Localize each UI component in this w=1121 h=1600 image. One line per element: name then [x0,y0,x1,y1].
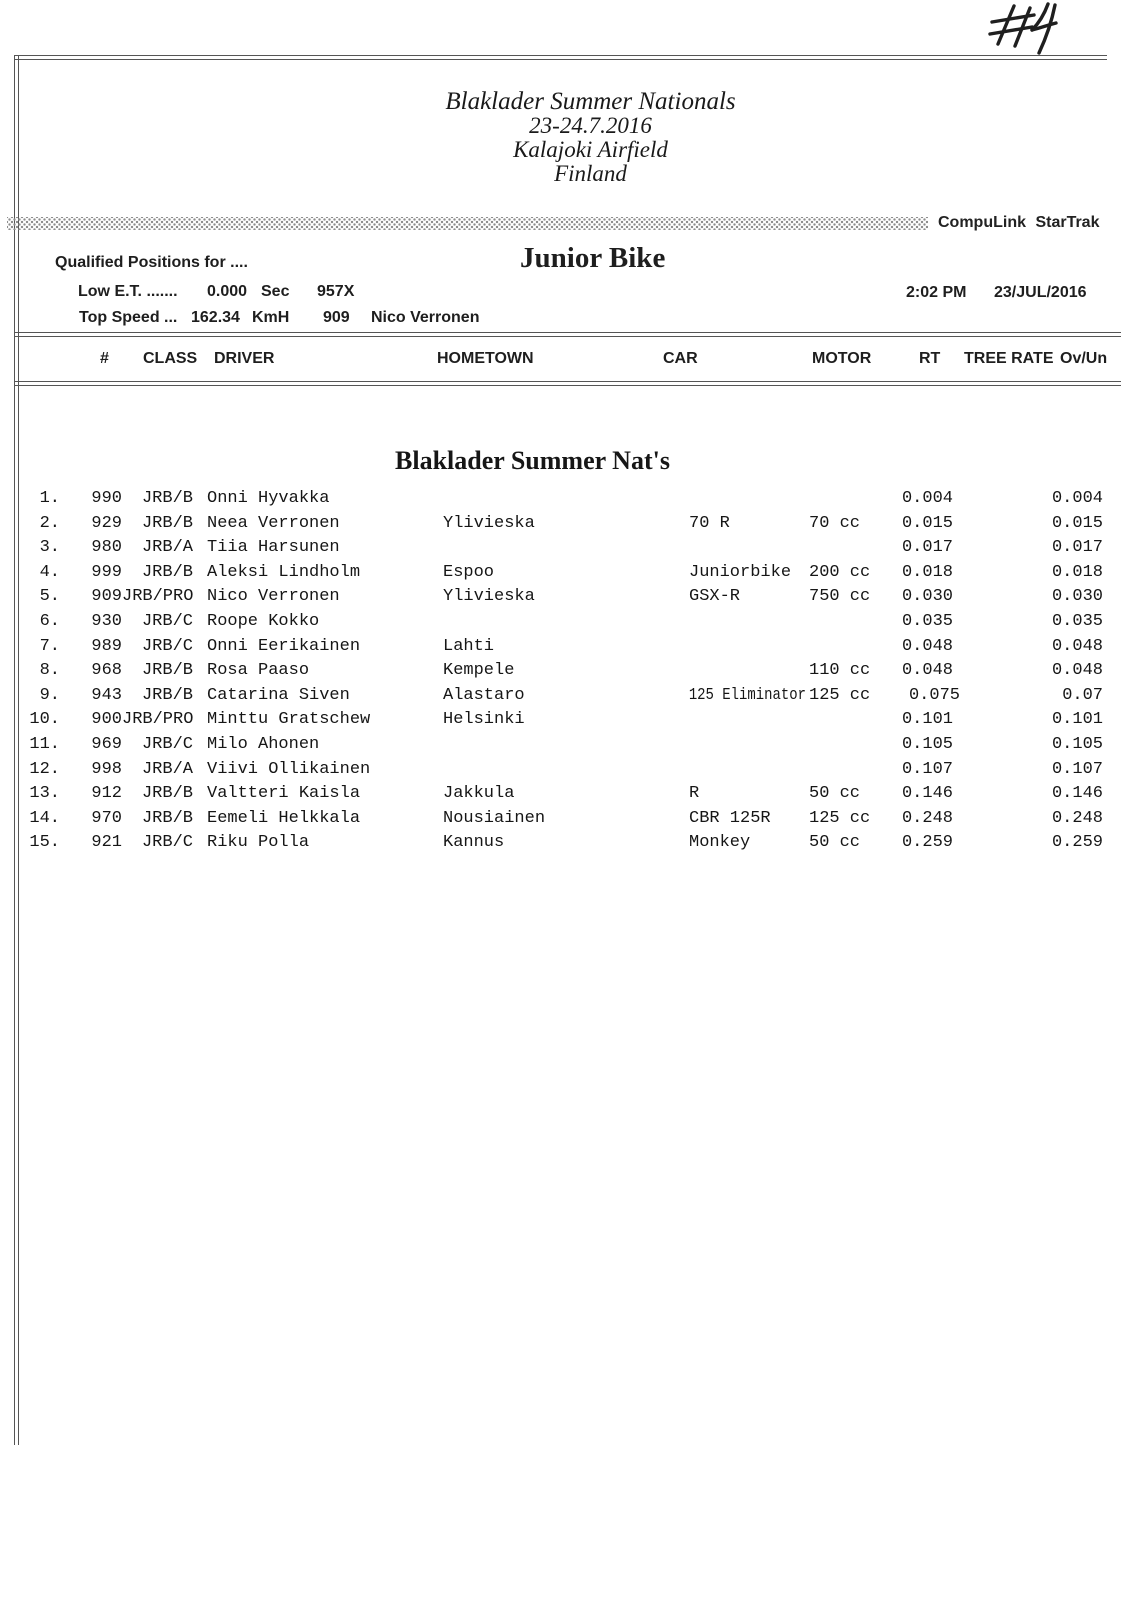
cell-class: JRB/B [141,661,193,681]
cell-driver: Onni Hyvakka [207,489,330,508]
cell-driver: Tiia Harsunen [207,538,340,558]
cell-car-number: 929 [91,513,122,533]
cell-driver: Roope Kokko [207,611,320,631]
cell-motor: 50 cc [809,784,861,804]
cell-ovun: 0.017 [1051,538,1103,558]
cell-driver: Rosa Paaso [207,661,310,681]
qualified-positions-label: Qualified Positions for .... [55,254,248,271]
cell-motor: 125 cc [809,808,871,828]
cell-car-number: 989 [91,636,122,656]
cell-motor: 110 cc [809,661,871,681]
top-speed-label: Top Speed ... [79,309,178,326]
halftone-divider [7,217,928,230]
cell-car-number: 912 [91,784,122,804]
cell-ovun: 0.107 [1051,759,1103,779]
cell-rt: 0.004 [901,489,953,508]
cell-tree-rate [953,659,1008,684]
cell-car [688,487,806,512]
cell-hometown: Helsinki [443,710,525,730]
cell-driver: Viivi Ollikainen [207,759,371,779]
cell-position: 5. [39,587,60,607]
cell-tree-rate [953,536,1008,561]
cell-car [688,610,806,635]
cell-hometown: Ylivieska [443,513,535,533]
cell-car [688,635,806,660]
cell-class: JRB/B [141,562,193,582]
cell-class: JRB/B [141,489,193,508]
cell-position: 14. [29,808,60,828]
cell-car-number: 909 [91,587,122,607]
cell-car: R [689,784,700,804]
cell-driver: Eemeli Helkkala [207,808,361,828]
cell-motor: 125 cc [809,685,871,705]
cell-tree-rate [953,561,1008,586]
print-date: 23/JUL/2016 [994,284,1087,301]
cell-rt: 0.101 [901,710,953,730]
cell-car-number: 970 [91,808,122,828]
cell-class: JRB/B [141,513,193,533]
cell-rt: 0.048 [901,636,953,656]
cell-motor [806,733,896,758]
col-header-car: CAR [663,350,698,367]
cell-tree-rate [953,807,1008,832]
cell-rt: 0.105 [901,734,953,754]
cell-position: 9. [39,685,60,705]
print-time: 2:02 PM [906,284,967,301]
cell-rt: 0.075 [908,685,960,705]
top-speed-value: 162.34 [191,309,240,326]
cell-class: JRB/B [141,784,193,804]
cell-position: 13. [29,784,60,804]
cell-car-number: 921 [91,833,122,853]
cell-motor [806,536,896,561]
cell-tree-rate [953,512,1008,537]
table-row [0,512,1103,537]
table-row [0,758,1103,783]
category-title: Junior Bike [520,242,666,274]
cell-driver: Minttu Gratschew [207,710,371,730]
table-row [0,807,1103,832]
cell-car-number: 969 [91,734,122,754]
cell-hometown [443,536,688,561]
cell-tree-rate [953,610,1008,635]
cell-car [688,758,806,783]
cell-ovun: 0.101 [1051,710,1103,730]
cell-ovun: 0.030 [1051,587,1103,607]
low-et-car-number: 957X [317,283,355,300]
cell-position: 8. [39,661,60,681]
cell-tree-rate [953,487,1008,512]
top-speed-car-number: 909 [323,309,350,326]
cell-position: 11. [29,734,60,754]
cell-rt: 0.259 [901,833,953,853]
col-header-hometown: HOMETOWN [437,350,534,367]
section-title: Blaklader Summer Nat's [395,446,670,475]
cell-car: CBR 125R [689,808,771,828]
cell-ovun: 0.004 [1051,489,1103,508]
cell-rt: 0.035 [901,611,953,631]
table-row [0,659,1103,684]
cell-ovun: 0.018 [1051,562,1103,582]
cell-hometown: Kempele [443,661,515,681]
cell-car [688,536,806,561]
cell-class: JRB/PRO [122,587,194,607]
cell-ovun: 0.048 [1051,636,1103,656]
event-venue: Kalajoki Airfield [513,137,668,162]
cell-class: JRB/A [141,759,193,779]
cell-motor [806,610,896,635]
cell-motor: 200 cc [809,562,871,582]
cell-hometown: Espoo [443,562,495,582]
cell-car: Juniorbike [689,562,792,582]
col-header-class: CLASS [143,350,198,367]
cell-motor: 750 cc [809,587,871,607]
table-row [0,782,1103,807]
cell-car: 125 Eliminator [688,685,806,705]
col-header-tree-rate: TREE RATE [964,350,1054,367]
cell-car-number: 990 [91,489,122,508]
cell-car-number: 999 [91,562,122,582]
cell-position: 15. [29,833,60,853]
cell-driver: Milo Ahonen [207,734,320,754]
event-title: Blaklader Summer Nationals [445,88,736,115]
cell-ovun: 0.035 [1051,611,1103,631]
cell-ovun: 0.248 [1051,808,1103,828]
cell-tree-rate [953,708,1008,733]
cell-position: 2. [39,513,60,533]
cell-driver: Aleksi Lindholm [207,562,361,582]
cell-car-number: 943 [91,685,122,705]
cell-ovun: 0.048 [1051,661,1103,681]
cell-motor [806,758,896,783]
cell-rt: 0.018 [901,562,953,582]
cell-car [688,659,806,684]
event-dates: 23-24.7.2016 [529,113,652,138]
cell-rt: 0.017 [901,538,953,558]
cell-ovun: 0.146 [1051,784,1103,804]
cell-class: JRB/PRO [122,710,194,730]
cell-tree-rate [953,782,1008,807]
low-et-label: Low E.T. ....... [78,283,178,300]
table-row [0,733,1103,758]
cell-hometown: Kannus [443,833,505,853]
cell-rt: 0.107 [901,759,953,779]
cell-driver: Catarina Siven [207,685,350,705]
cell-hometown [443,758,688,783]
cell-ovun: 0.015 [1051,513,1103,533]
cell-rt: 0.248 [901,808,953,828]
cell-class: JRB/B [141,808,193,828]
event-country: Finland [554,161,627,186]
cell-class: JRB/B [141,685,193,705]
col-header-ovun: Ov/Un [1060,350,1108,367]
cell-position: 12. [29,759,60,779]
cell-car-number: 900 [91,710,122,730]
cell-driver: Valtteri Kaisla [207,784,361,804]
cell-rt: 0.030 [901,587,953,607]
cell-car [688,733,806,758]
cell-tree-rate [953,831,1008,856]
cell-motor: 50 cc [809,833,861,853]
cell-position: 6. [39,611,60,631]
cell-car [688,708,806,733]
cell-driver: Neea Verronen [207,513,340,533]
col-header-driver: DRIVER [214,350,275,367]
cell-ovun: 0.105 [1051,734,1103,754]
cell-tree-rate [953,635,1008,660]
cell-position: 1. [39,489,60,508]
cell-rt: 0.048 [901,661,953,681]
col-header-rt: RT [919,350,941,367]
cell-rt: 0.146 [901,784,953,804]
cell-position: 7. [39,636,60,656]
results-rows [0,487,1103,856]
header-rule-top [14,332,1121,337]
cell-rt: 0.015 [901,513,953,533]
cell-class: JRB/C [141,611,193,631]
table-row [0,585,1103,610]
cell-class: JRB/C [141,636,193,656]
cell-hometown: Ylivieska [443,587,535,607]
cell-car: GSX-R [689,587,741,607]
cell-driver: Nico Verronen [207,587,340,607]
cell-hometown: Jakkula [443,784,515,804]
cell-position: 4. [39,562,60,582]
top-speed-unit: KmH [252,309,290,326]
cell-driver: Onni Eerikainen [207,636,361,656]
table-row [0,561,1103,586]
header-rule-bottom [14,381,1121,386]
cell-hometown [443,610,688,635]
handwritten-page-number [982,0,1068,56]
cell-tree-rate [953,758,1008,783]
cell-car-number: 930 [91,611,122,631]
top-speed-driver: Nico Verronen [371,309,480,326]
cell-class: JRB/C [141,734,193,754]
cell-hometown: Lahti [443,636,495,656]
page-border-top [14,55,1107,60]
cell-motor [806,635,896,660]
cell-tree-rate [953,733,1008,758]
cell-motor: 70 cc [809,513,861,533]
cell-hometown: Alastaro [443,685,525,705]
table-row [0,708,1103,733]
cell-motor [806,487,896,512]
cell-class: JRB/C [141,833,193,853]
table-row [0,831,1103,856]
cell-position: 10. [29,710,60,730]
cell-position: 3. [39,538,60,558]
cell-car: Monkey [689,833,751,853]
cell-hometown [443,487,688,512]
cell-car: 70 R [689,513,730,533]
cell-tree-rate [953,585,1008,610]
cell-ovun: 0.07 [1062,685,1103,705]
event-title-block [30,90,1121,186]
table-row [0,487,1103,512]
table-row [0,610,1103,635]
cell-motor [806,708,896,733]
cell-car-number: 980 [91,538,122,558]
cell-driver: Riku Polla [207,833,310,853]
cell-car-number: 968 [91,661,122,681]
table-row [0,684,1103,709]
low-et-value: 0.000 [207,283,248,300]
cell-hometown: Nousiainen [443,808,546,828]
timing-system-brand: CompuLink StarTrak [938,214,1100,231]
cell-hometown [443,733,688,758]
table-row [0,635,1103,660]
col-header-motor: MOTOR [812,350,872,367]
cell-ovun: 0.259 [1051,833,1103,853]
cell-tree-rate [953,684,1008,709]
low-et-unit: Sec [261,283,290,300]
cell-car-number: 998 [91,759,122,779]
cell-class: JRB/A [141,538,193,558]
table-row [0,536,1103,561]
col-header-position: # [100,350,109,367]
